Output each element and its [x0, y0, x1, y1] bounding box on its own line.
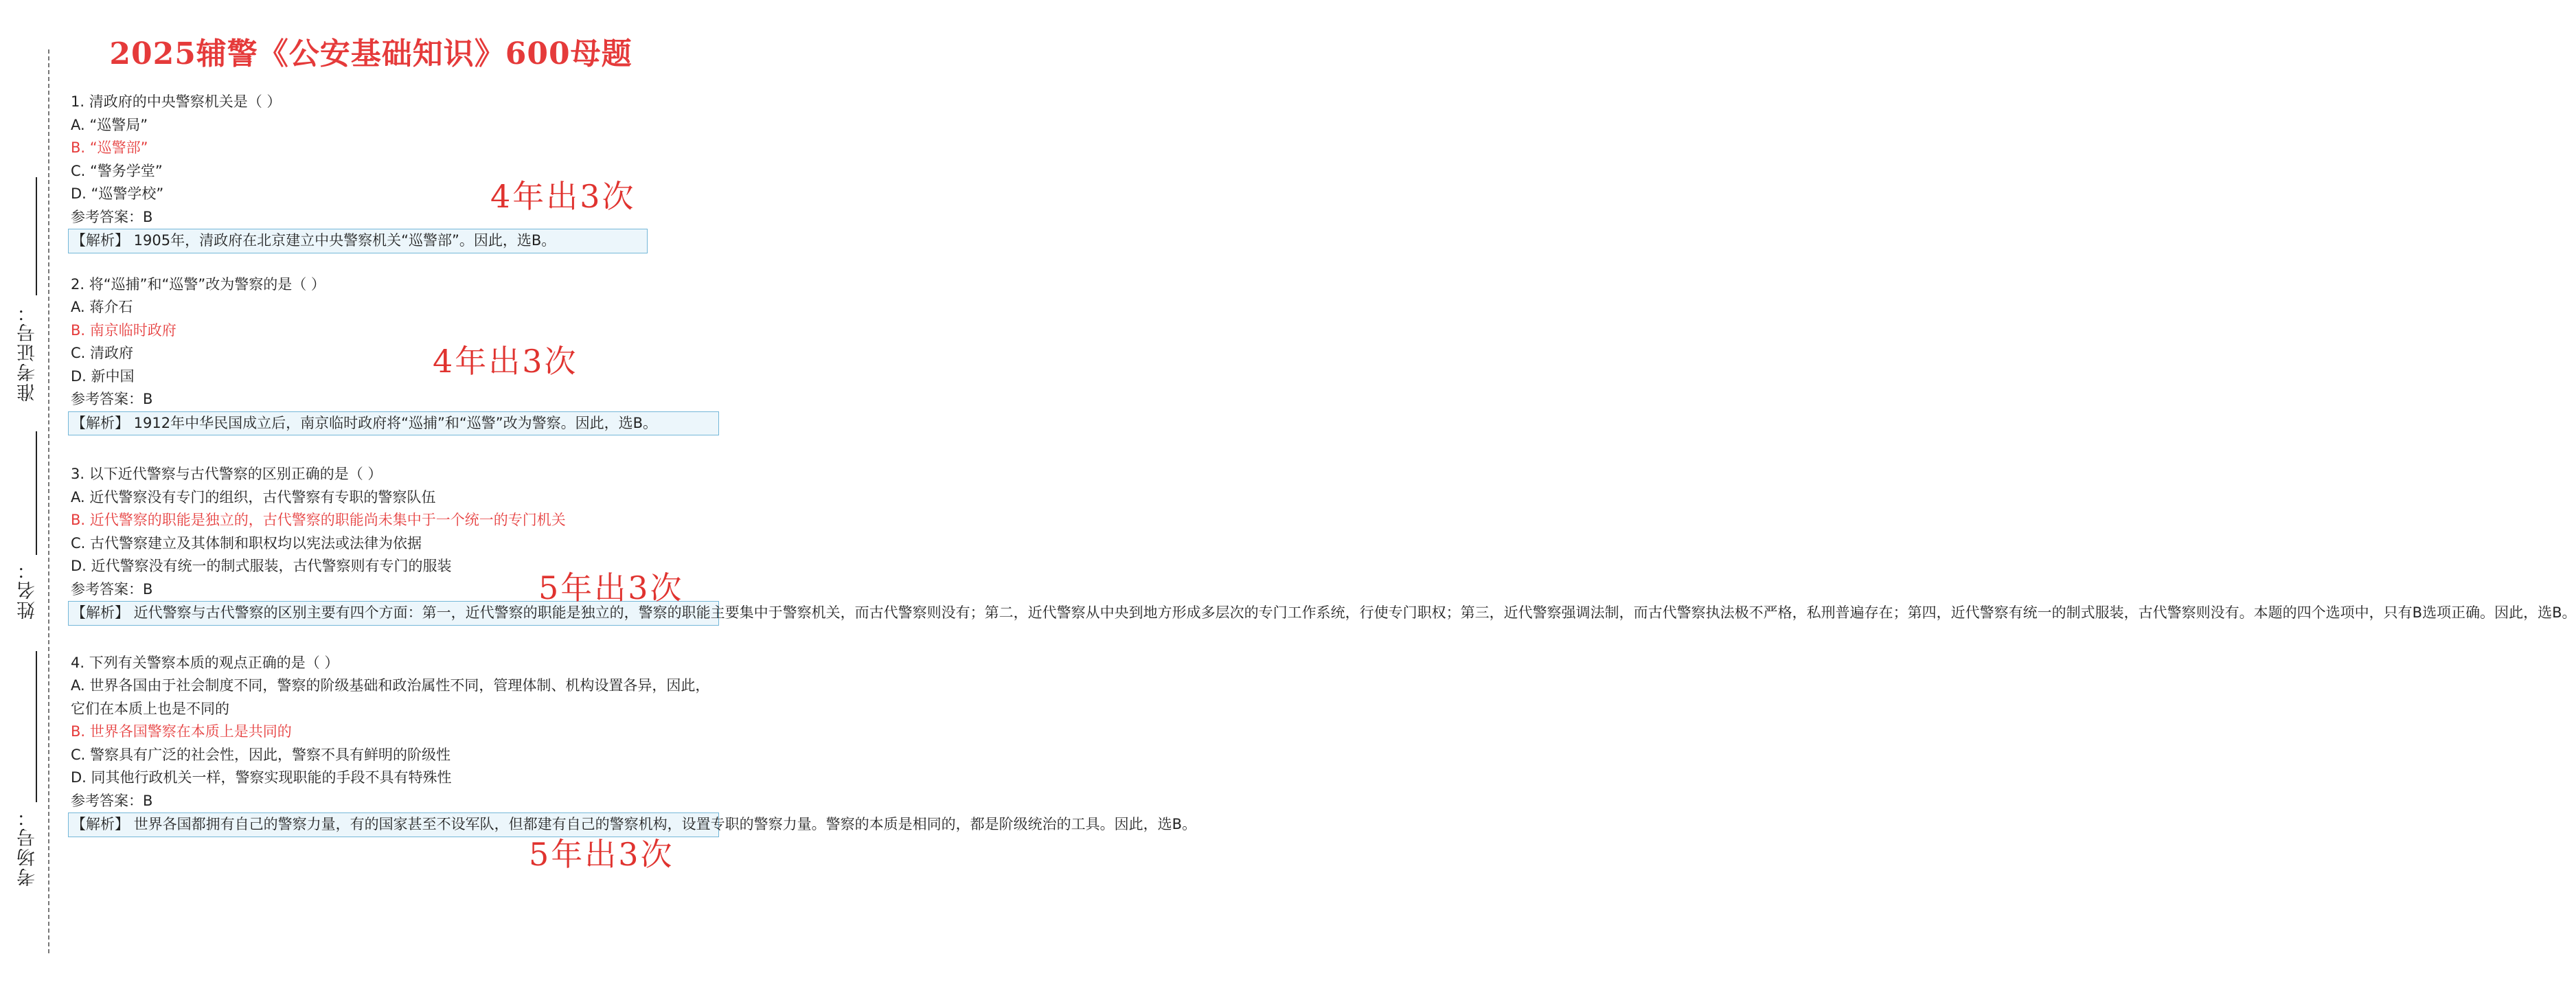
option-d: D. 近代警察没有统一的制式服装，古代警察则有专门的服装: [71, 558, 452, 574]
room-label: 考场号：: [17, 807, 38, 887]
option-a: A. 世界各国由于社会制度不同，警察的阶级基础和政治属性不同，管理体制、机构设置各异，因此，它们在本质上也是不同的: [71, 677, 710, 717]
page-title: 2025辅警《公安基础知识》600母题: [109, 36, 632, 71]
room-underline: [36, 651, 37, 802]
analysis-box: 【解析】 世界各国都拥有自己的警察力量，有的国家甚至不设军队，但都建有自己的警察机构，设置专职的警察力量。警察的本质是相同的，都是阶级统治的工具。因此，选B。: [68, 812, 719, 837]
option-a: A. “巡警局”: [71, 116, 148, 133]
option-a: A. 近代警察没有专门的组织，古代警察有专职的警察队伍: [71, 488, 436, 505]
analysis-box: 【解析】 1912年中华民国成立后，南京临时政府将“巡捕”和“巡警”改为警察。因此，选B。: [68, 411, 719, 436]
question-4: [71, 652, 1197, 837]
option-d: D. “巡警学校”: [71, 185, 164, 202]
question-stem: 3. 以下近代警察与古代警察的区别正确的是（ ）: [71, 466, 383, 482]
option-b-correct: B. “巡警部”: [71, 139, 148, 156]
analysis-box: 【解析】 近代警察与古代警察的区别主要有四个方面：第一，近代警察的职能是独立的，警察的职能主要集中于警察机关，而古代警察则没有；第二，近代警察从中央到地方形成多层次的专门工作系统，行使专门职权；第三，近代警察强调法制，而古代警察执法极不严格，私刑普遍存在；第四，近代警察有统一的制式服装，古代警察则没有。本题的四个选项中，只有B选项正确。因此，选B。: [68, 601, 719, 626]
reference-answer: 参考答案：B: [71, 208, 153, 225]
option-c: C. 清政府: [71, 345, 134, 361]
option-b-correct: B. 南京临时政府: [71, 321, 176, 339]
question-stem: 2. 将“巡捕”和“巡警”改为警察的是（ ）: [71, 275, 326, 293]
reference-answer: 参考答案：B: [71, 580, 153, 598]
question-stem: 4. 下列有关警察本质的观点正确的是（ ）: [71, 654, 339, 671]
frequency-note-3: 5年出3次: [538, 569, 684, 606]
option-c: C. 古代警察建立及其体制和职权均以宪法或法律为依据: [71, 534, 422, 552]
option-d: D. 同其他行政机关一样，警察实现职能的手段不具有特殊性: [71, 769, 452, 786]
exam-id-underline: [36, 177, 37, 295]
cut-line: [48, 49, 49, 953]
option-c: C. 警察具有广泛的社会性，因此，警察不具有鲜明的阶级性: [71, 746, 451, 763]
option-b-correct: B. 世界各国警察在本质上是共同的: [71, 723, 292, 740]
name-underline: [36, 431, 37, 555]
option-d: D. 新中国: [71, 367, 135, 385]
option-b-correct: B. 近代警察的职能是独立的，古代警察的职能尚未集中于一个统一的专门机关: [71, 512, 566, 528]
name-label: 姓名：: [17, 560, 38, 619]
question-2: [71, 273, 723, 436]
option-a: A. 蒋介石: [71, 299, 133, 315]
reference-answer: 参考答案：B: [71, 792, 153, 809]
frequency-note-4: 5年出3次: [529, 836, 674, 873]
reference-answer: 参考答案：B: [71, 391, 153, 407]
exam-id-label: 准考证号：: [17, 302, 38, 402]
question-stem: 1. 清政府的中央警察机关是（ ）: [71, 93, 282, 110]
frequency-note-1: 4年出3次: [490, 178, 636, 215]
analysis-box: 【解析】 1905年，清政府在北京建立中央警察机关“巡警部”。因此，选B。: [68, 229, 648, 253]
frequency-note-2: 4年出3次: [433, 343, 578, 380]
option-c: C. “警务学堂”: [71, 162, 163, 179]
